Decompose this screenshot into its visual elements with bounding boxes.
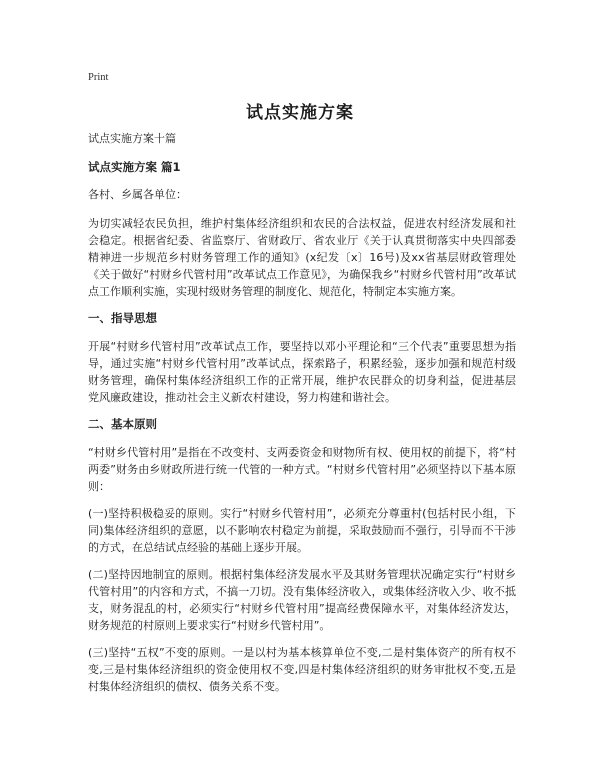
print-label[interactable]: Print: [88, 72, 109, 83]
document-title: 试点实施方案: [246, 103, 354, 123]
document-body: [88, 131, 516, 705]
document-subtitle: 试点实施方案十篇: [88, 132, 176, 145]
heading-guiding-ideology: 一、指导思想: [88, 311, 157, 325]
principle-3-paragraph: (三)坚持“五权”不变的原则。一是以村为基本核算单位不变,二是村集体资产的所有权不变,三是村集体经济组织的资金使用权不变,四是村集体经济组织的财务审批权不变,五是村集体经济组织的债权、债务关系不变。: [88, 646, 516, 693]
heading-basic-principles: 二、基本原则: [88, 417, 157, 431]
guiding-paragraph: 开展“村财乡代管村用”改革试点工作，要坚持以邓小平理论和“三个代表”重要思想为指导，通过实施“村财乡代管村用”改革试点，探索路子，积累经验，逐步加强和规范村级财务管理，确保村集体经济组织工作的正常开展，维护农民群众的切身利益，促进基层党风廉政建设，推动社会主义新农村建设，努力构建和谐社会。: [88, 340, 516, 404]
salutation: 各村、乡属各单位：: [88, 188, 187, 201]
principle-2-paragraph: (二)坚持因地制宜的原则。根据村集体经济发展水平及其财务管理状况确定实行“村财乡代管村用”的内容和方式，不搞一刀切。没有集体经济收入，或集体经济收入少、收不抵支，财务混乱的村，必须实行“村财乡代管村用”提高经费保障水平，对集体经济发达，财务规范的村原则上要求实行“村财乡代管村用”。: [88, 568, 516, 632]
principle-1-paragraph: (一)坚持积极稳妥的原则。实行“村财乡代管村用”，必须充分尊重村(包括村民小组，下同)集体经济组织的意愿，以不影响农村稳定为前提，采取鼓励而不强行，引导而不干涉的方式，在总结试点经验的基础上逐步开展。: [88, 507, 516, 554]
intro-paragraph: 为切实减轻农民负担，维护村集体经济组织和农民的合法权益，促进农村经济发展和社会稳定。根据省纪委、省监察厅、省财政厅、省农业厅《关于认真贯彻落实中央四部委精神进一步规范乡村财务管理工作的通知》(x纪发〔x〕16号)及xx省基层财政管理处《关于做好“村财乡代管村用”改革试点工作意见》，为确保我乡“村财乡代管村用”改革试点工作顺利实施，实现村级财务管理的制度化、规范化，特制定本实施方案。: [88, 217, 516, 298]
principles-intro-paragraph: “村财乡代管村用”是指在不改变村、支两委资金和财物所有权、使用权的前提下，将“村两委”财务由乡财政所进行统一代管的一种方式。“村财乡代管村用”必须坚持以下基本原则：: [88, 446, 516, 493]
section-title: 试点实施方案 篇1: [88, 160, 181, 174]
